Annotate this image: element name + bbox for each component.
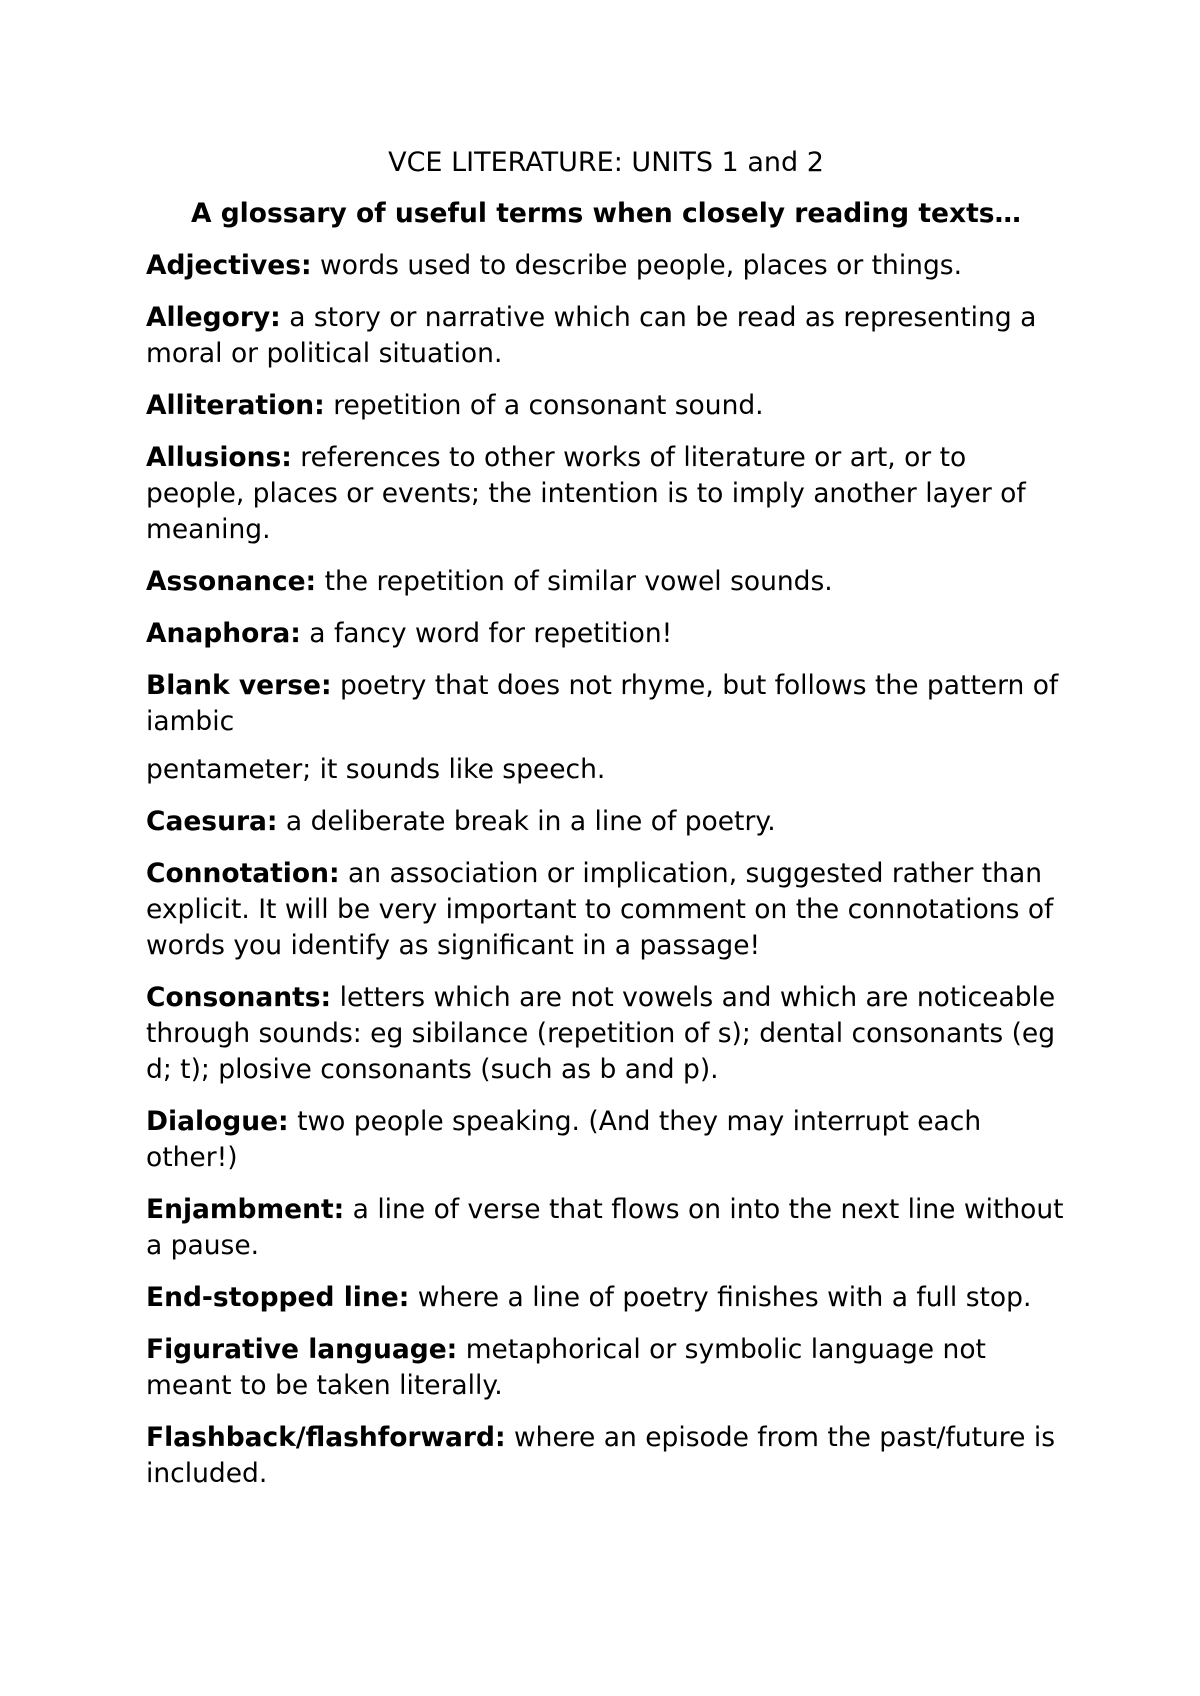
glossary-term: End-stopped line:	[146, 1282, 410, 1313]
glossary-term: Dialogue:	[146, 1106, 289, 1137]
glossary-entry	[146, 388, 1066, 424]
glossary-entry	[146, 564, 1066, 600]
glossary-definition: poetry that does not rhyme, but follows the pattern of iambic	[146, 670, 1059, 737]
glossary-term: Adjectives:	[146, 250, 312, 281]
glossary-term: Assonance:	[146, 566, 317, 597]
glossary-definition: where a line of poetry finishes with a full stop.	[409, 1282, 1032, 1313]
glossary-term: Flashback/flashforward:	[146, 1422, 506, 1453]
glossary-entry	[146, 1104, 1066, 1176]
glossary-term: Allusions:	[146, 442, 292, 473]
glossary-definition: an association or implication, suggested rather than explicit. It will be very important to comment on the connotations of words you identify as significant in a passage!	[146, 858, 1054, 961]
glossary-entry	[146, 300, 1066, 372]
glossary-entry	[146, 1280, 1066, 1316]
glossary-definition: the repetition of similar vowel sounds.	[316, 566, 833, 597]
glossary-definition: a line of verse that flows on into the next line without a pause.	[146, 1194, 1064, 1261]
glossary-entry	[146, 980, 1066, 1088]
glossary-entry	[146, 248, 1066, 284]
glossary-definition: two people speaking. (And they may interrupt each other!)	[146, 1106, 982, 1173]
glossary-entry	[146, 856, 1066, 964]
glossary-entry-continuation	[146, 752, 1066, 788]
glossary-term: Allegory:	[146, 302, 281, 333]
glossary-definition: metaphorical or symbolic language not meant to be taken literally.	[146, 1334, 986, 1401]
glossary-definition: a story or narrative which can be read as representing a moral or political situation.	[146, 302, 1037, 369]
glossary-entry	[146, 440, 1066, 548]
glossary-definition: a fancy word for repetition!	[300, 618, 673, 649]
glossary-definition: where an episode from the past/future is included.	[146, 1422, 1056, 1489]
glossary-definition: letters which are not vowels and which are noticeable through sounds: eg sibilance (repetition of s); dental consonants (eg d; t); plosive consonants (such as b and p).	[146, 982, 1056, 1085]
glossary-definition: repetition of a consonant sound.	[324, 390, 764, 421]
glossary-term: Blank verse:	[146, 670, 332, 701]
glossary-term: Consonants:	[146, 982, 332, 1013]
document-title: VCE LITERATURE: UNITS 1 and 2	[388, 147, 824, 178]
glossary-term: Caesura:	[146, 806, 278, 837]
glossary-definition: a deliberate break in a line of poetry.	[277, 806, 776, 837]
glossary-term: Connotation:	[146, 858, 340, 889]
glossary-definition: references to other works of literature or art, or to people, places or events; the intention is to imply another layer of meaning.	[146, 442, 1026, 545]
glossary-definition: words used to describe people, places or things.	[311, 250, 963, 281]
glossary-entry	[146, 1332, 1066, 1404]
document-subtitle: A glossary of useful terms when closely reading texts…	[190, 198, 1022, 229]
glossary-entry	[146, 616, 1066, 652]
glossary-entry	[146, 1420, 1066, 1492]
glossary-term: Anaphora:	[146, 618, 301, 649]
glossary-entry	[146, 1192, 1066, 1264]
glossary-term: Enjambment:	[146, 1194, 345, 1225]
glossary-term: Alliteration:	[146, 390, 325, 421]
glossary-entry	[146, 668, 1066, 740]
glossary-term: Figurative language:	[146, 1334, 458, 1365]
glossary-entry	[146, 804, 1066, 840]
glossary-definition: pentameter; it sounds like speech.	[146, 754, 606, 785]
glossary-list	[146, 248, 1066, 1508]
